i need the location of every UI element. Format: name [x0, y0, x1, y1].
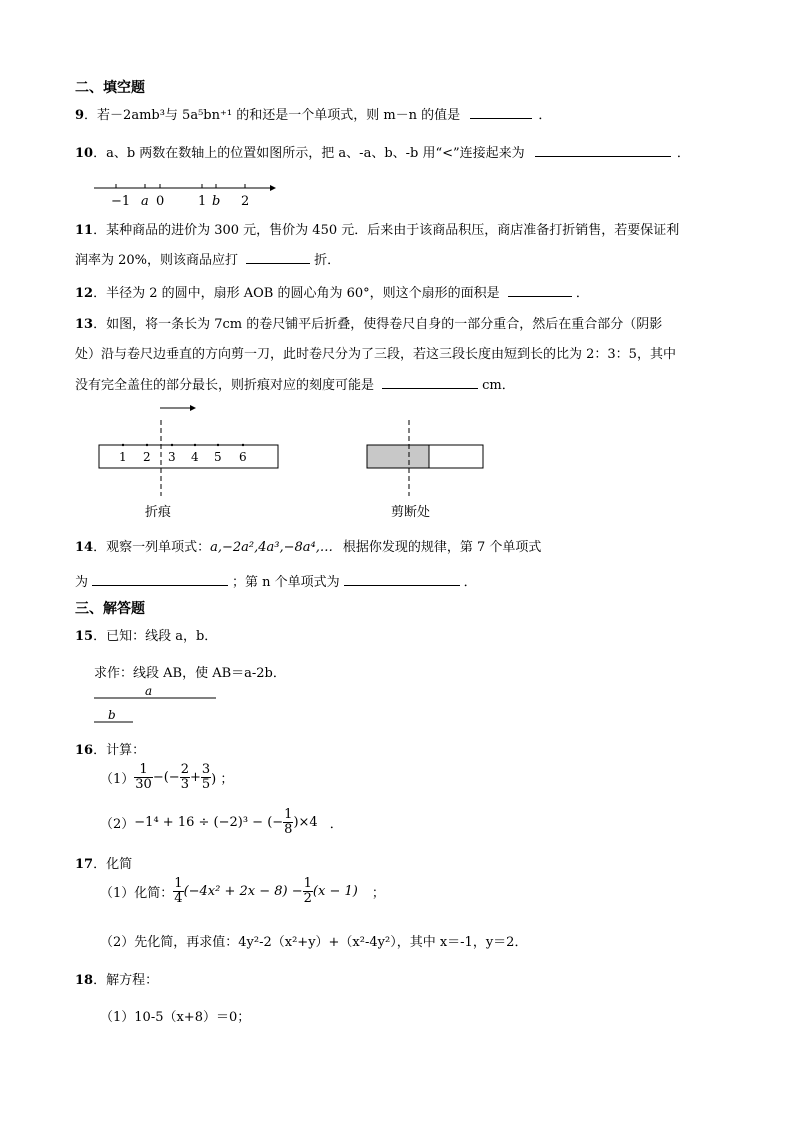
question-text: 润率为 20%，则该商品应打 — [75, 253, 239, 268]
question-13-line-3 — [75, 374, 515, 393]
question-number: 15 — [75, 629, 94, 644]
numerator: 3 — [201, 762, 211, 777]
operator: −(− — [152, 770, 180, 785]
tick-label: a — [141, 194, 149, 209]
period: ． — [538, 108, 552, 123]
unit: cm． — [482, 378, 515, 393]
question-14 — [75, 536, 541, 555]
denominator: 8 — [284, 822, 293, 837]
question-number: 13 — [75, 317, 94, 332]
question-number: 16 — [75, 743, 94, 758]
question-number: 10 — [75, 146, 94, 161]
numerator: 1 — [174, 876, 183, 891]
period: ． — [575, 286, 589, 301]
tick-label: −1 — [111, 194, 131, 209]
denominator: 5 — [201, 777, 211, 792]
question-17 — [75, 853, 132, 872]
question-18 — [75, 969, 158, 988]
answer-blank[interactable] — [508, 284, 572, 297]
numerator: 1 — [303, 876, 312, 891]
expression: −1⁴ + 16 ÷ (−2)³ − (− — [134, 815, 284, 830]
expression: )×4 — [293, 815, 318, 830]
question-text: 没有完全盖住的部分最长，则折痕对应的刻度可能是 — [75, 378, 375, 393]
section-title-fill-blank: 二、填空题 — [75, 80, 145, 96]
question-15 — [75, 625, 217, 644]
answer-blank[interactable] — [92, 573, 228, 586]
monomial-sequence: a,−2a²,4a³,−8a⁴,… — [210, 540, 333, 555]
answer-blank[interactable] — [382, 376, 478, 389]
segment-a-label: a — [145, 684, 153, 698]
ruler-number: 4 — [191, 450, 199, 464]
denominator: 30 — [135, 777, 152, 792]
question-text: ．a、b 两数在数轴上的位置如图所示，把 a、-a、b、-b 用“<”连接起来为 — [93, 146, 525, 161]
tick-label: b — [212, 194, 221, 209]
answer-blank[interactable] — [246, 251, 310, 264]
question-16 — [75, 739, 145, 758]
ruler-number: 1 — [119, 450, 127, 464]
section-title-solve: 三、解答题 — [75, 601, 145, 617]
segments-diagram — [90, 684, 230, 726]
question-9 — [75, 104, 551, 123]
period: ． — [463, 575, 477, 590]
tick-label: 1 — [198, 194, 207, 209]
tape-measure-diagram — [95, 400, 495, 524]
question-15-task: 求作：线段 AB，使 AB＝a-2b． — [94, 666, 286, 681]
ruler-number: 6 — [239, 450, 247, 464]
answer-blank[interactable] — [344, 573, 460, 586]
question-number: 11 — [75, 223, 94, 238]
tick-label: 0 — [156, 194, 165, 209]
question-text: 为 — [75, 575, 89, 590]
question-text: ．计算： — [93, 743, 146, 758]
punctuation: ； — [371, 886, 385, 901]
part-label: （2） — [100, 817, 135, 832]
expression: (x − 1) — [312, 884, 358, 899]
answer-blank[interactable] — [535, 144, 671, 157]
question-text: ．某种商品的进价为 300 元，售价为 450 元．后来由于该商品积压，商店准备打折销售，若要保证利 — [93, 223, 680, 238]
denominator: 4 — [174, 891, 183, 906]
question-number: 9 — [75, 108, 85, 123]
fold-label: 折痕 — [145, 505, 172, 520]
question-number: 12 — [75, 286, 94, 301]
question-text: ．如图，将一条长为 7cm 的卷尺铺平后折叠，使得卷尺自身的一部分重合，然后在重合部分（阴影 — [93, 317, 663, 332]
numerator: 1 — [284, 807, 293, 822]
question-16-part-2 — [100, 808, 343, 837]
question-11-line-2 — [75, 249, 340, 268]
part-label: （1）化简： — [100, 886, 174, 901]
denominator: 3 — [180, 777, 189, 792]
question-text: ．观察一列单项式： — [93, 540, 211, 555]
question-text: ．若－2amb³与 5a⁵bn⁺¹ 的和还是一个单项式，则 m－n 的值是 — [84, 108, 461, 123]
question-14-line-2 — [75, 571, 477, 590]
question-17-part-2: （2）先化简，再求值：4y²-2（x²+y）+（x²-4y²），其中 x＝-1，y＝2． — [100, 935, 528, 950]
question-text: 根据你发现的规律，第 7 个单项式 — [342, 540, 542, 555]
question-text: ．半径为 2 的圆中，扇形 AOB 的圆心角为 60°，则这个扇形的面积是 — [93, 286, 500, 301]
numerator: 1 — [134, 763, 153, 778]
question-17-part-1 — [100, 877, 385, 906]
overlap-shaded-region — [367, 445, 429, 468]
question-text: 折． — [314, 253, 341, 268]
denominator: 2 — [303, 891, 312, 906]
question-number: 18 — [75, 973, 94, 988]
tick-label: 2 — [241, 194, 250, 209]
question-16-part-1 — [100, 763, 233, 792]
question-text: ．化简 — [93, 857, 133, 872]
question-text: ．已知：线段 a，b． — [93, 629, 218, 644]
period: ． — [329, 817, 343, 832]
question-text: ；第 n 个单项式为 — [232, 575, 340, 590]
question-number: 14 — [75, 540, 94, 555]
number-line-diagram — [90, 178, 280, 212]
question-13 — [75, 313, 662, 332]
period: ． — [676, 146, 690, 161]
expression: (−4x² + 2x − 8) − — [183, 884, 303, 899]
segment-b-label: b — [108, 708, 116, 722]
question-number: 17 — [75, 857, 94, 872]
cut-label: 剪断处 — [391, 505, 431, 520]
question-11 — [75, 219, 679, 238]
ruler-number: 2 — [143, 450, 151, 464]
question-12 — [75, 282, 589, 301]
question-text: ．解方程： — [93, 973, 159, 988]
part-label: （1） — [100, 772, 135, 787]
operator: ) ； — [211, 772, 234, 787]
numerator: 2 — [180, 762, 189, 777]
answer-blank[interactable] — [470, 106, 532, 119]
question-13-line-2: 处）沿与卷尺边垂直的方向剪一刀，此时卷尺分为了三段，若这三段长度由短到长的比为 2：3：5，其中 — [75, 347, 676, 362]
operator: + — [189, 770, 201, 785]
ruler-number: 3 — [168, 450, 176, 464]
question-18-part-1: （1）10-5（x+8）＝0； — [100, 1010, 251, 1025]
ruler-number: 5 — [214, 450, 222, 464]
question-10 — [75, 142, 690, 161]
